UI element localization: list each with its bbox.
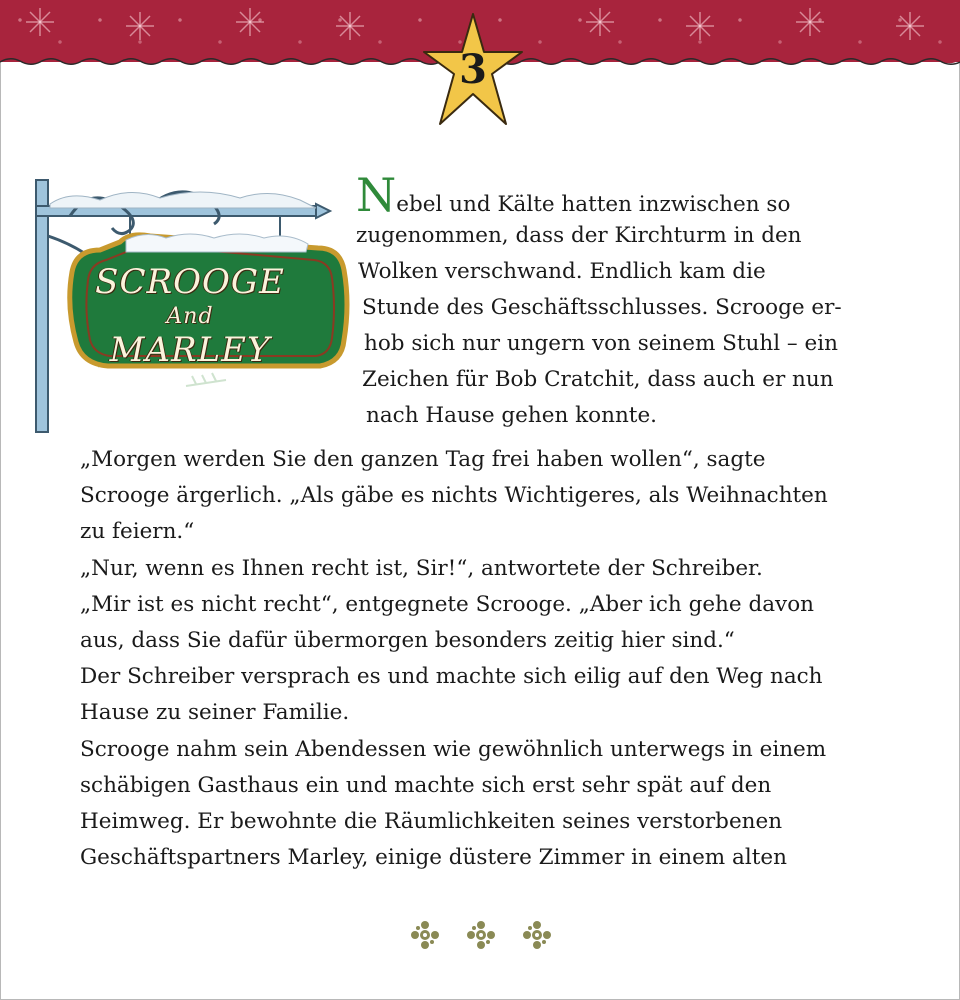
story-line: aus, dass Sie dafür übermorgen besonders zeitig hier sind.“ [80,628,735,654]
story-line: „Mir ist es nicht recht“, entgegnete Scrooge. „Aber ich gehe davon [80,591,814,617]
sign-line-and: And [166,304,214,329]
story-line: Scrooge ärgerlich. „Als gäbe es nichts Wichtigeres, als Weihnachten [80,483,828,509]
story-line-wrapped-1 [356,168,791,223]
story-line: Scrooge nahm sein Abendessen wie gewöhnlich unterwegs in einem [80,736,827,762]
story-line-wrapped-6: Zeichen für Bob Cratchit, dass auch er nun [362,367,834,392]
story-line: zu feiern.“ [80,519,195,545]
story-line: schäbigen Gasthaus ein und machte sich erst sehr spät auf den [80,772,772,798]
story-line: Hause zu seiner Familie. [80,700,350,726]
shop-sign-illustration [30,176,350,438]
chapter-star [418,12,528,132]
chapter-number: 3 [459,46,487,93]
story-line: Der Schreiber versprach es und machte sich eilig auf den Weg nach [80,664,823,690]
story-line-wrapped-2: zugenommen, dass der Kirchturm in den [356,223,802,248]
story-line: „Nur, wenn es Ihnen recht ist, Sir!“, antwortete der Schreiber. [80,555,763,581]
floral-ornament-icon [408,918,442,952]
sign-line-marley: MARLEY [109,330,271,370]
floral-ornament-icon [520,918,554,952]
story-main-block [80,442,900,876]
story-line: Heimweg. Er bewohnte die Räumlichkeiten seines verstorbenen [80,809,783,835]
story-line: „Morgen werden Sie den ganzen Tag frei haben wollen“, sagte [80,447,766,472]
drop-cap: N [356,168,397,222]
story-line-wrapped-5: hob sich nur ungern von seinem Stuhl – ein [364,331,838,356]
story-line: Geschäftspartners Marley, einige düstere Zimmer in einem alten [80,845,787,871]
bottom-ornaments [404,918,564,952]
story-line-wrapped-4: Stunde des Geschäftsschlusses. Scrooge er- [362,295,842,320]
sign-line-scrooge: SCROOGE [95,262,285,302]
story-line-text: ebel und Kälte hatten inzwischen so [396,192,791,217]
story-line-wrapped-3: Wolken verschwand. Endlich kam die [358,259,766,284]
story-line-wrapped-7: nach Hause gehen konnte. [366,403,657,428]
floral-ornament-icon [464,918,498,952]
